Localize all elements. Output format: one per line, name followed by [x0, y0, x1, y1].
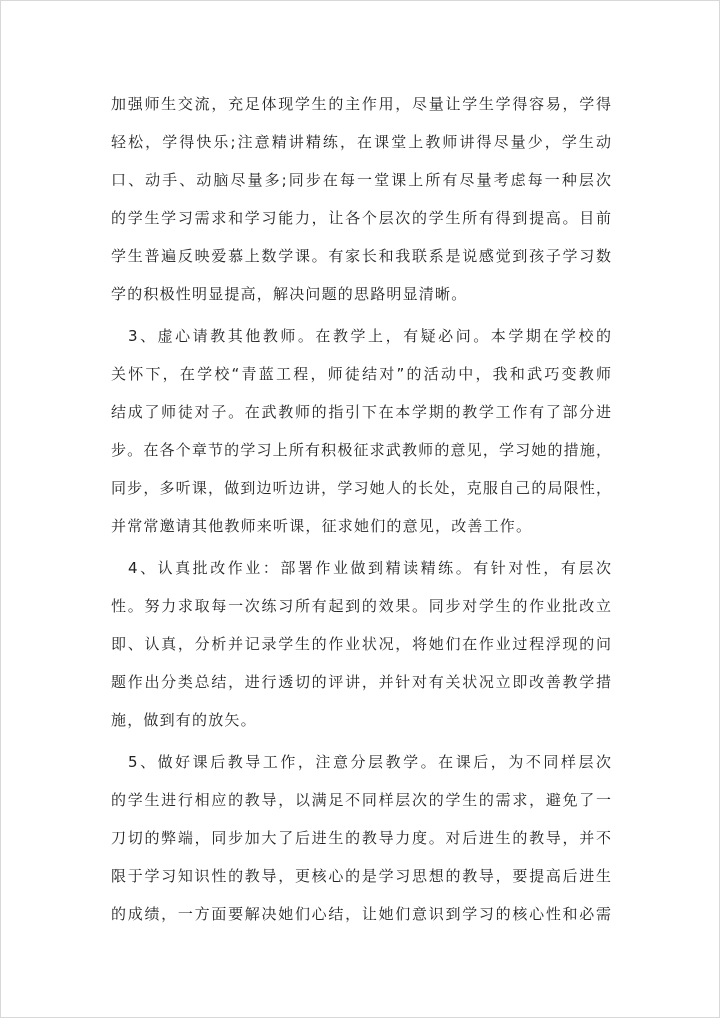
text-line: 5、做好课后教导工作，注意分层教学。在课后，为不同样层次: [128, 753, 611, 771]
text-line: 的学生进行相应的教导，以满足不同样层次的学生的需求，避免了一: [111, 791, 611, 809]
text-line: 施，做到有的放矢。: [111, 711, 257, 729]
paragraph-item-3: [111, 317, 611, 545]
text-line: 限于学习知识性的教导，更核心的是学习思想的教导，要提高后进生: [111, 867, 611, 885]
text-line: 3、虚心请教其他教师。在教学上，有疑必问。本学期在学校的: [128, 327, 611, 345]
text-line: 4、认真批改作业：部署作业做到精读精练。有针对性，有层次: [128, 559, 611, 577]
text-line: 即、认真，分析并记录学生的作业状况，将她们在作业过程浮现的问: [111, 635, 611, 653]
text-line: 的成绩，一方面要解决她们心结，让她们意识到学习的核心性和必需: [111, 905, 611, 923]
paragraph-student-participation: [111, 85, 611, 313]
paragraph-item-5: [111, 743, 611, 933]
text-line: 性。努力求取每一次练习所有起到的效果。同步对学生的作业批改立: [111, 597, 611, 615]
text-line: 的学生学习需求和学习能力，让各个层次的学生所有得到提高。目前: [111, 209, 611, 227]
text-line: 加强师生交流，充足体现学生的主作用，尽量让学生学得容易，学得: [111, 95, 611, 113]
text-line: 学的积极性明显提高，解决问题的思路明显清晰。: [111, 285, 468, 303]
text-line: 学生普遍反映爱慕上数学课。有家长和我联系是说感觉到孩子学习数: [111, 247, 611, 265]
text-line: 刀切的弊端，同步加大了后进生的教导力度。对后进生的教导，并不: [111, 829, 611, 847]
text-line: 并常常邀请其他教师来听课，征求她们的意见，改善工作。: [111, 517, 533, 535]
text-line: 步。在各个章节的学习上所有积极征求武教师的意见，学习她的措施，: [111, 441, 611, 459]
text-line: 轻松，学得快乐;注意精讲精练，在课堂上教师讲得尽量少，学生动: [111, 133, 611, 151]
text-line: 关怀下，在学校“青蓝工程，师徒结对”的活动中，我和武巧变教师: [111, 365, 611, 383]
text-line: 同步，多听课，做到边听边讲，学习她人的长处，克服自己的局限性，: [111, 479, 611, 497]
text-line: 口、动手、动脑尽量多;同步在每一堂课上所有尽量考虑每一种层次: [111, 171, 611, 189]
document-body: [111, 85, 611, 937]
text-line: 题作出分类总结，进行透切的评讲，并针对有关状况立即改善教学措: [111, 673, 611, 691]
text-line: 结成了师徒对子。在武教师的指引下在本学期的教学工作有了部分进: [111, 403, 611, 421]
paragraph-item-4: [111, 549, 611, 739]
